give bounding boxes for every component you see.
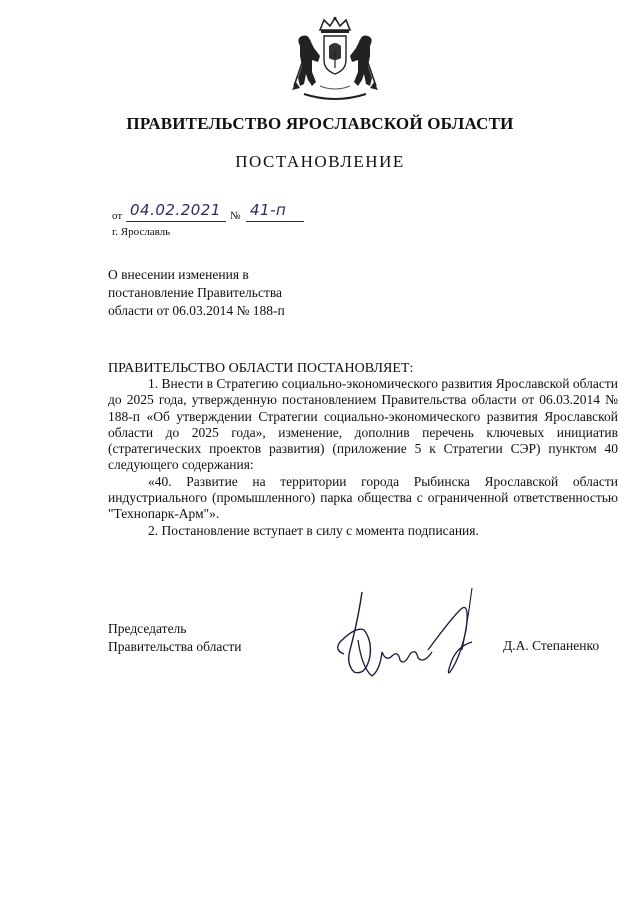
date-underline xyxy=(126,221,226,222)
subject-line: области от 06.03.2014 № 188-п xyxy=(108,303,285,318)
date-handwritten: 04.02.2021 xyxy=(130,201,221,219)
position-line: Председатель xyxy=(108,621,187,636)
decree-heading: ПРАВИТЕЛЬСТВО ОБЛАСТИ ПОСТАНОВЛЯЕТ: xyxy=(108,361,414,376)
subject-line: постановление Правительства xyxy=(108,285,283,300)
number-underline xyxy=(246,221,304,222)
signatory-position xyxy=(108,620,241,656)
date-number-line xyxy=(112,202,412,222)
number-label: № xyxy=(230,210,241,222)
paragraph-1: 1. Внести в Стратегию социально-экономического развития Ярославской области до 2025 года, утвержденную постановлением Правительства области от 06.03.2014 № 188-п «Об утверждении Стратегии социально-экономического развития Ярославской области до 2025 года», изменение, дополнив перечень ключевых инициатив (стратегических проектов развития) (приложение 5 к Стратегии СЭР) пунктом 40 следующего содержания: xyxy=(108,376,618,473)
document-type: ПОСТАНОВЛЕНИЕ xyxy=(235,152,405,171)
position-line: Правительства области xyxy=(108,639,242,654)
number-handwritten: 41-п xyxy=(250,201,287,219)
body-text xyxy=(108,376,618,539)
paragraph-quote: «40. Развитие на территории города Рыбинска Ярославской области индустриального (промышленного) парка общества с ограниченной ответственностью "Технопарк-Арм"». xyxy=(108,473,618,522)
government-title: ПРАВИТЕЛЬСТВО ЯРОСЛАВСКОЙ ОБЛАСТИ xyxy=(126,114,514,133)
subject-line: О внесении изменения в xyxy=(108,267,249,282)
paragraph-2: 2. Постановление вступает в силу с момента подписания. xyxy=(148,522,479,538)
subject-block xyxy=(108,266,368,320)
signatory-name: Д.А. Степаненко xyxy=(503,638,600,653)
city-line: г. Ярославль xyxy=(112,226,171,238)
handwritten-signature xyxy=(300,580,500,700)
date-label: от xyxy=(112,210,123,222)
coat-of-arms-emblem xyxy=(290,16,380,104)
